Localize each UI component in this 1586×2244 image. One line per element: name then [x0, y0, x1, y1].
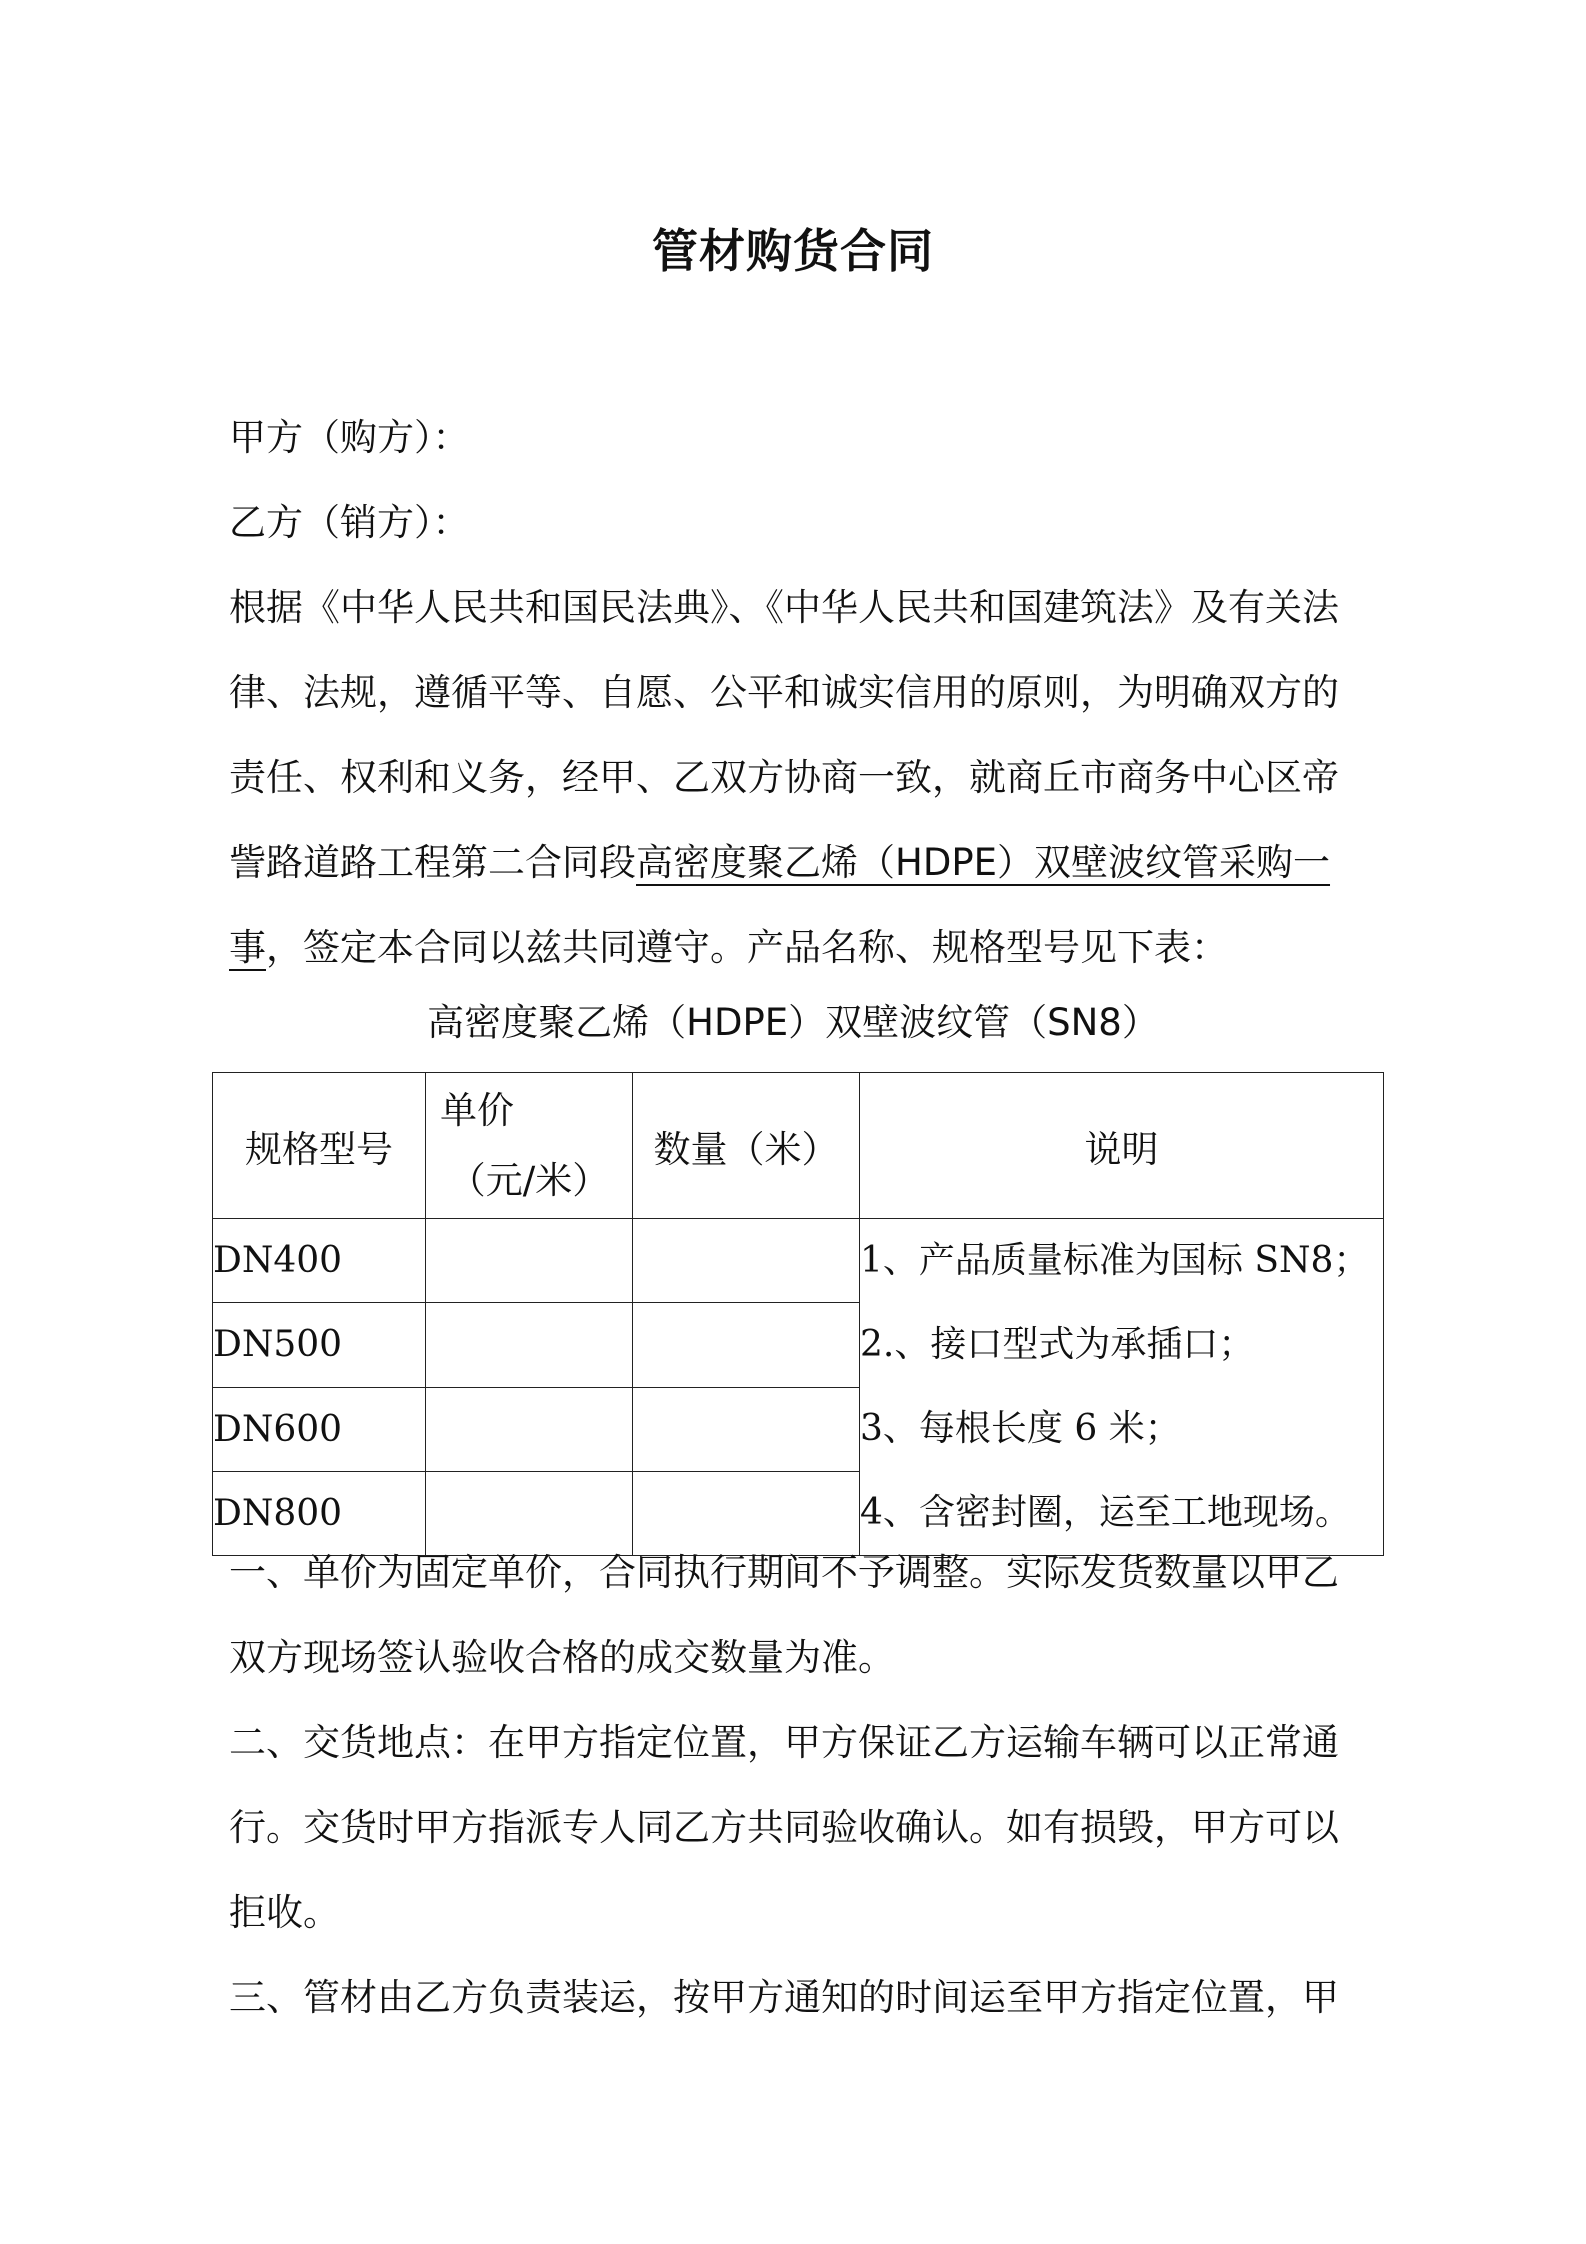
cell-model: DN400: [213, 1219, 426, 1303]
header-price-label: 单价: [440, 1088, 514, 1132]
header-quantity: 数量（米）: [633, 1073, 860, 1219]
intro-underlined-subject: 高密度聚乙烯（HDPE）双壁波纹管采购一事: [229, 841, 1331, 969]
header-price: [426, 1073, 633, 1219]
note-item: 1、产品质量标准为国标 SN8；: [860, 1240, 1370, 1281]
note-item: 2.、接口型式为承插口；: [860, 1324, 1255, 1365]
clause-1: 一、单价为固定单价，合同执行期间不予调整。实际发货数量以甲乙双方现场签认验收合格的成交数量为准。: [229, 1551, 1339, 1679]
table-row: [213, 1219, 1384, 1303]
cell-quantity: [633, 1387, 860, 1471]
cell-model: DN500: [213, 1303, 426, 1387]
header-notes: 说明: [860, 1073, 1384, 1219]
cell-quantity: [633, 1303, 860, 1387]
header-price-unit: （元/米）: [448, 1158, 610, 1202]
party-b-line: 乙方（销方）：: [229, 501, 470, 544]
intro-text-end: ，签定本合同以兹共同遵守。产品名称、规格型号见下表：: [266, 926, 1228, 969]
cell-notes: [860, 1219, 1384, 1556]
cell-price: [426, 1303, 633, 1387]
cell-model: DN600: [213, 1387, 426, 1471]
cell-price: [426, 1219, 633, 1303]
cell-quantity: [633, 1219, 860, 1303]
cell-price: [426, 1387, 633, 1471]
party-a-line: 甲方（购方）：: [229, 416, 470, 459]
intro-paragraph: [229, 565, 1369, 990]
clause-2: 二、交货地点：在甲方指定位置，甲方保证乙方运输车辆可以正常通行。交货时甲方指派专人同乙方共同验收确认。如有损毁，甲方可以拒收。: [229, 1721, 1339, 1934]
note-item: 4、含密封圈，运至工地现场。: [860, 1492, 1351, 1533]
spec-table: [212, 1072, 1384, 1556]
intro-text: 根据《中华人民共和国民法典》、《中华人民共和国建筑法》及有关法律、法规，遵循平等、自愿、公平和诚实信用的原则，为明确双方的责任、权利和义务，经甲、乙双方协商一致，就商丘市商务中心区帝訾路道路工程第二合同段: [229, 586, 1339, 884]
clause-3: 三、管材由乙方负责装运，按甲方通知的时间运至甲方指定位置，甲: [229, 1976, 1339, 2019]
table-header-row: [213, 1073, 1384, 1219]
note-item: 3、每根长度 6 米；: [860, 1408, 1181, 1449]
table-caption: 高密度聚乙烯（HDPE）双壁波纹管（SN8）: [427, 1001, 1159, 1044]
header-model: 规格型号: [213, 1073, 426, 1219]
document-title: 管材购货合同: [652, 224, 934, 278]
cell-model: DN800: [213, 1471, 426, 1555]
